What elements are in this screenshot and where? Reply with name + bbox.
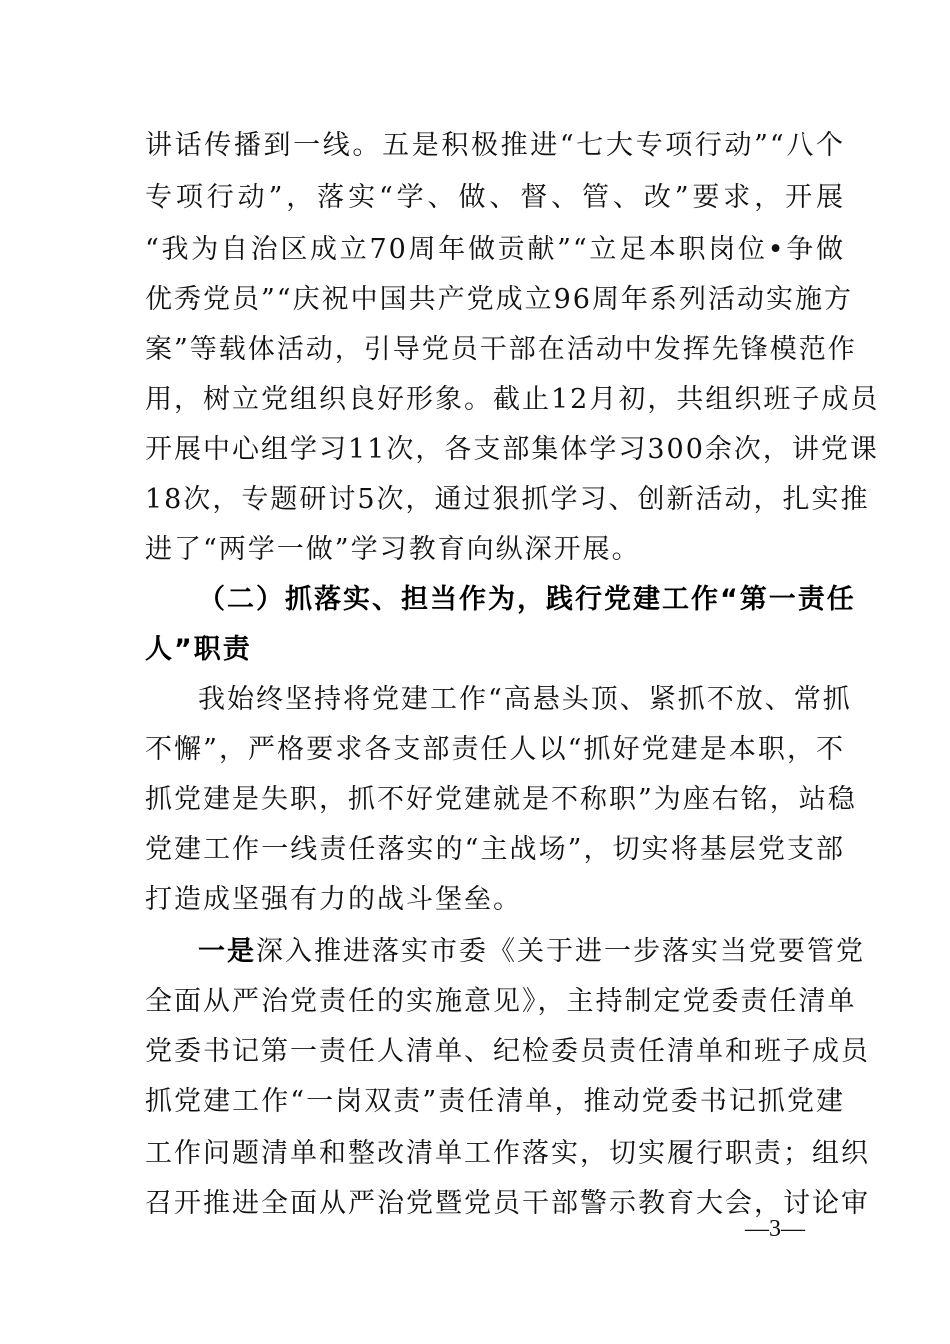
text-line-with-lead	[198, 932, 865, 972]
text-line: 讲话传播到一线。五是积极推进“七大专项行动”“八个	[145, 130, 845, 161]
text-line: “我为自治区成立70周年做贡献”“立足本职岗位•争做	[145, 234, 845, 265]
text-line: 专项行动”，落实“学、做、督、管、改”要求，开展	[145, 182, 845, 213]
text-line: 抓党建是失职，抓不好党建就是不称职”为座右铭，站稳	[145, 784, 857, 815]
text-line: 优秀党员”“庆祝中国共产党成立96周年系列活动实施方	[145, 284, 853, 315]
text-line: 抓党建工作“一岗双责”责任清单，推动党委书记抓党建	[145, 1086, 845, 1117]
paragraph-lead-rest: 深入推进落实市委《关于进一步落实当党要管党	[256, 936, 865, 967]
text-line: 全面从严治党责任的实施意见》，主持制定党委责任清单	[145, 986, 857, 1017]
text-line: 工作问题清单和整改清单工作落实，切实履行职责；组织	[145, 1138, 870, 1169]
section-heading-continued: 人”职责	[145, 634, 252, 665]
text-line: 不懈”，严格要求各支部责任人以“抓好党建是本职，不	[145, 734, 845, 765]
text-line: 开展中心组学习11次，各支部集体学习300余次，讲党课	[145, 434, 879, 465]
text-line: 我始终坚持将党建工作“高悬头顶、紧抓不放、常抓	[198, 684, 852, 715]
paragraph-lead: 一是	[198, 936, 256, 967]
text-line: 党委书记第一责任人清单、纪检委员责任清单和班子成员	[145, 1036, 870, 1067]
text-line: 打造成坚强有力的战斗堡垒。	[145, 884, 522, 915]
text-line: 召开推进全面从严治党暨党员干部警示教育大会，讨论审	[145, 1188, 870, 1219]
text-line: 进了“两学一做”学习教育向纵深开展。	[145, 534, 641, 565]
text-line: 18次，专题研讨5次，通过狠抓学习、创新活动，扎实推	[145, 484, 870, 515]
section-heading: （二）抓落实、担当作为，践行党建工作“第一责任	[198, 584, 856, 615]
page-number: —3—	[745, 1216, 805, 1242]
text-line: 党建工作一线责任落实的“主战场”，切实将基层党支部	[145, 834, 845, 865]
text-line: 案”等载体活动，引导党员干部在活动中发挥先锋模范作	[145, 334, 857, 365]
text-line: 用，树立党组织良好形象。截止12月初，共组织班子成员	[145, 384, 880, 415]
